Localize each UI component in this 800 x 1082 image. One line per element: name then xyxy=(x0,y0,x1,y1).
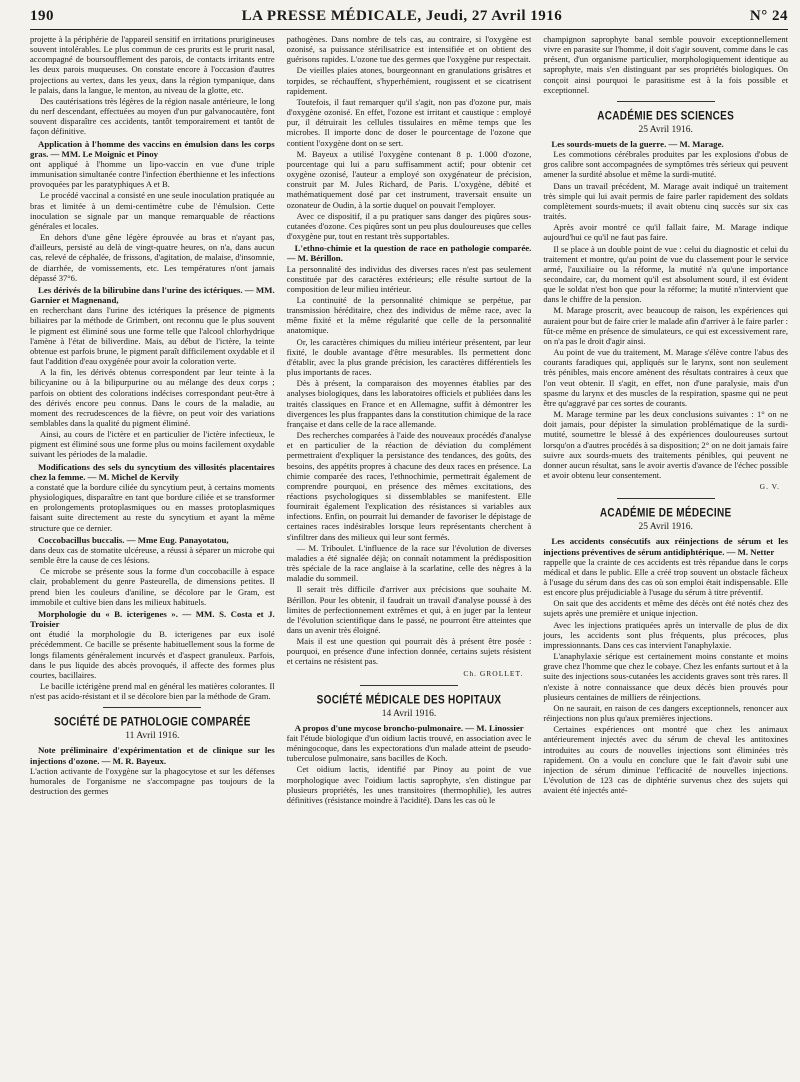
section-divider xyxy=(617,498,715,499)
article-heading: Les dérivés de la bilirubine dans l'urine des ictériques. — MM. Garnier et Magnenand, xyxy=(30,284,275,306)
paragraph: L'action activante de l'oxygène sur la phagocytose et sur les défenses humorales de l'organisme ne s'accompagne pas toujours de la destruction des germes xyxy=(30,765,275,797)
article-heading: A propos d'une mycose broncho-pulmonaire. — M. Linossier xyxy=(294,722,524,733)
paragraph: projette à la périphérie de l'appareil sensitif en irritations prurigineuses souvent intolérables. Le plus commun de ces prurits est le prurit nasal, accompagné de boursoufflement des parois, de contacts irritants entre les deux parois muqueuses. On constate encore à l'occasion d'autres projections au vertex, dans les yeux, dans la région tympanique, dans le palais, dans la langue, le menton, au niveau de la glotte, etc. xyxy=(30,34,275,95)
article-heading: Application à l'homme des vaccins en émulsion dans les corps gras. — MM. Le Moignic et Pinoy xyxy=(30,138,275,159)
paragraph: On ne saurait, en raison de ces dangers exceptionnels, renoncer aux réinjections non plus qu'aux premières injections. xyxy=(543,702,789,724)
article-heading: L'ethno-chimie et la question de race en pathologie comparée. — M. Bérillon. xyxy=(286,243,532,264)
section-title: ACADÉMIE DES SCIENCES xyxy=(597,110,735,123)
paragraph: En dehors d'une gêne légère éprouvée au bras et n'ayant pas, d'ailleurs, persisté au delà de vingt-quatre heures, on n'a, dans aucun cas, relevé de céphalée, de frissons, d'agitation, de malaise, d'insomnie, de diarrhée, de vomissements, etc. Les températures n'ont jamais dépassé 37°6. xyxy=(30,232,275,283)
paragraph: a constaté que la bordure ciliée du syncytium peut, à certains moments physiologiques, disparaître en tant que bordure ciliée et se transformer en prolongements protoplasmiques ou en masses protoplasmiques faisant suite directement au reste du syncytium et ayant la même structure que ce dernier. xyxy=(30,482,275,533)
paragraph: Il se place à un double point de vue : celui du diagnostic et celui du traitement et montre, qu'au point de vue du classement pour le service armé, l'auxiliaire ou la réforme, la mutité n'a qu'une importance secondaire, car, du moment qu'il est absolument sourd, il est évident que le soldat n'est bon que pour la réforme; la mutité n'intervient que dans le chiffre de la pension. xyxy=(543,243,789,305)
paragraph: Le procédé vaccinal a consisté en une seule inoculation pratiquée au bras et limitée à un demi-centimètre cube de l'émulsion. Cette inoculation se signale par un manque remarquable de réactions générales et locales. xyxy=(30,190,275,231)
section-date: 11 Avril 1916. xyxy=(125,731,180,742)
section-date: 14 Avril 1916. xyxy=(381,708,437,719)
paragraph: Or, les caractères chimiques du milieu intérieur présentent, par leur fixité, le double avantage d'être mesurables. Ils permettent donc d'établir, avec la plus grande précision, les caractères différentiels les plus importants de races. xyxy=(286,336,532,378)
paragraph: M. Marage termine par les deux conclusions suivantes : 1° on ne doit jamais, pour dépister la simulation problématique de la surdi-mutité, soumettre le blessé à des expériences douloureuses surtout lorsqu'on a d'autres procédés à sa disposition; 2° on ne doit jamais faire suivre aux sourds-muets des traitements pénibles, qui peuvent ne donner aucun résultat, sans le avoir avertis d'avance de l'échec possible et avoir obtenu leur consentement. xyxy=(543,409,789,480)
paragraph: Ainsi, au cours de l'ictère et en particulier de l'ictère infectieux, le pigment est éliminé sous une forme plus ou moins facilement oxydable suivant les périodes de la maladie. xyxy=(30,429,275,460)
issue-number: N° 24 xyxy=(749,7,788,24)
paragraph: A la fin, les dérivés obtenus correspondent par leur teinte à la bilicyanine ou à la bilipurpurine ou au mélange des deux corps ; parfois on obtient des colorations indécises correspondant peut-être à des dérivés encore peu connus. Dans le cours de la maladie, au moment des recrudescences de la fièvre, on peut voir des variations semblables dans la qualité du pigment éliminé. xyxy=(30,367,275,428)
columns xyxy=(30,34,788,1078)
paragraph: en recherchant dans l'urine des ictériques la présence de pigments biliaires par la méthode de Grimbert, ont reconnu que le plus souvent le pigment est éliminé sous une forme telle que l'alcool chlorhydrique l'amène à l'état de biliverdine. Mais, au début de l'ictère, la teinte obtenue est parfois brune, le pigment paraît difficilement oxydable et il faut l'addition d'eau oxygénée pour avoir la coloration verte. xyxy=(30,305,275,367)
paragraph: M. Bayeux a utilisé l'oxygène contenant 8 p. 1.000 d'ozone, pourcentage qui lui a paru suffisamment actif; pour obtenir cet oxygène ozonisé, l'auteur a employé son oxygénateur de précision, construit par M. Jules Richard, de Paris. L'oxygène, débité et mathématiquement dosé par cet instrument, traversait ensuite un ozonateur de Oudin, à la sortie duquel on pouvait l'employer. xyxy=(286,148,532,210)
article-heading: Morphologie du « B. icterigenes ». — MM. S. Costa et J. Troisier xyxy=(30,608,275,630)
paragraph: champignon saprophyte banal semble pouvoir exceptionnellement vivre en parasite sur l'homme, il doit s'agir souvent, comme dans le cas présent, d'un organisme particulier, morphologiquement identique au saprophyte, mais s'en distinguant par ses propriétés biologiques. On conçoit ainsi pourquoi le parasitisme est à la fois possible et exceptionnel. xyxy=(543,34,789,95)
paragraph: Il serait très difficile d'arriver aux précisions que souhaite M. Bérillon. Pour les obtenir, il faudrait un travail d'analyse poussé à des limites de perfectionnement extrêmes et qui, à en juger par la lenteur de l'évolution scientifique dans le passé, ne pourront être atteintes que dans un avenir très éloigné. xyxy=(286,584,532,635)
article-heading: Note préliminaire d'expérimentation et de clinique sur les injections d'ozone. — M. R. Bayeux. xyxy=(30,745,275,766)
newspaper-title: LA PRESSE MÉDICALE, Jeudi, 27 Avril 1916 xyxy=(241,7,563,24)
paragraph: Dans un travail précédent, M. Marage avait indiqué un traitement très simple qui lui avait permis de faire parler rapidement des soldats complètement sourds-muets; il avait obtenu cinq succès sur six cas traités. xyxy=(543,180,789,222)
section-title: SOCIÉTÉ MÉDICALE DES HOPITAUX xyxy=(316,693,502,707)
paragraph: Des cautérisations très légères de la région nasale antérieure, le long du nerf descendant, effectuées au moyen d'un pur galvanocautère, font souvent disparaître ces accidents, tantôt temporairement et tantôt de façon définitive. xyxy=(30,95,275,137)
paragraph: De vieilles plaies atones, bourgeonnant en granulations grisâtres et torpides, se réchauffent, s'hyperhémient, rougissent et se cicatrisent rapidement. xyxy=(286,65,532,96)
section-title: SOCIÉTÉ DE PATHOLOGIE COMPARÉE xyxy=(53,716,251,730)
article-heading: Les accidents consécutifs aux réinjections de sérum et les injections préventives de sérum antidiphtérique. — M. Netter xyxy=(543,536,789,557)
paragraph: Mais il est une question qui pourrait dès à présent être posée : pourquoi, en présence d'une infection donnée, certains sujets résistent et certains ne résistent pas. xyxy=(286,636,532,667)
paragraph: Les commotions cérébrales produites par les explosions d'obus de gros calibre sont accompagnées de symptômes très sérieux qui peuvent amener la surdité absolue et même la surdi-mutité. xyxy=(543,149,789,180)
paragraph: ont appliqué à l'homme un lipo-vaccin en vue d'une triple immunisation simultanée contre l'infection éberthienne et les infections provoquées par les paratyphiques A et B. xyxy=(30,158,275,190)
section-date: 25 Avril 1916. xyxy=(638,124,693,135)
paragraph: Après avoir montré ce qu'il fallait faire, M. Marage indique aujourd'hui ce qu'il ne faut pas faire. xyxy=(543,222,789,243)
paragraph: On sait que des accidents et même des décès ont été notés chez des sujets après une première et unique injection. xyxy=(543,598,789,619)
section-title: ACADÉMIE DE MÉDECINE xyxy=(599,507,732,521)
paragraph: La continuité de la personnalité chimique se perpétue, par transmission héréditaire, chez des individus de même race, avec la même fixité et la même régularité que celle de la personnalité anatomique. xyxy=(286,295,532,336)
author-signature: G. V. xyxy=(759,482,781,492)
paragraph: Cet oidium lactis, identifié par Pinoy au point de vue morphologique avec l'oidium lactis saprophyte, s'en distingue par plusieurs propriétés, les unes transitoires (thermophilie), les autres définitives (résistance moindre à l'acidité). Dans les cas où le xyxy=(286,764,532,805)
paragraph: M. Marage proscrit, avec beaucoup de raison, les expériences qui auraient pour but de faire crier le malade afin d'arriver à le faire parler : fût-ce même en présence de simulateurs, ce qui est excessivement rare, on n'a pas le droit d'agir ainsi. xyxy=(543,305,789,346)
paragraph: ont étudié la morphologie du B. icterigenes par eux isolé précédemment. Ce bacille se présente habituellement sous la forme de longs filaments généralement incurvés et d'aspect granuleux. Parfois, dans le pus liquide des abcès provoqués, il affecte des formes plus courtes, bacillaires. xyxy=(30,629,275,680)
paragraph: La personnalité des individus des diverses races n'est pas seulement constituée par des caractères extérieurs; elle résulte surtout de la composition de leur milieu intérieur. xyxy=(286,263,532,294)
paragraph: Le bacille ictérigène prend mal en général les matières colorantes. Il n'est pas acido-résistant et il se décolore bien par la méthode de Gram. xyxy=(30,681,275,702)
column-3 xyxy=(543,34,788,1078)
article-heading: Modifications des sels du syncytium des villosités placentaires chez la femme. — M. Michel de Kervily xyxy=(30,461,275,482)
page-number: 190 xyxy=(30,7,54,24)
paragraph: Dès à présent, la comparaison des moyennes établies par des analyses biologiques, dans les laboratoires officiels et publiées dans les traités classiques en France et en Allemagne, suffit à démontrer les divergences les plus frappantes dans la constitution chimique de la race française et dans celle de la race allemande. xyxy=(286,378,532,429)
section-divider xyxy=(360,685,458,686)
section-divider xyxy=(617,101,715,102)
paragraph: Avec les injections pratiquées après un intervalle de plus de dix jours, les accidents sont plus fréquents, plus précoces, plus impressionnants. Dans ces cas intervient l'anaphylaxie. xyxy=(543,619,789,650)
column-1 xyxy=(30,34,275,1078)
paragraph: Au point de vue du traitement, M. Marage s'élève contre l'abus des courants faradiques qui, appliqués sur le larynx, sont non seulement très pénibles, mais encore amènent des résultats contraires à ceux que l'on veut obtenir. Il s'agit, en effet, non d'une paralysie, mais d'un spasme du larynx et des muscles de la respiration, spasme qui ne peut être qu'aggravé par ces sortes de courants. xyxy=(543,347,789,408)
paragraph: Ce microbe se présente sous la forme d'un coccobacille à espace clair, probablement du genre Pasteurella, de dimensions petites. Il prend bien les couleurs d'aniline, se décolore par le Gram, est immobile et cultive bien dans les milieux habituels. xyxy=(30,566,275,607)
paragraph: Des recherches comparées à l'aide des nouveaux procédés d'analyse et en particulier de la réaction de déviation du complément permettraient d'expliquer la persistance des tendances, des goûts, des besoins, des appétits propres à chacune des deux races en présence. La chimie comparée des races, l'ethnochimie, permettrait également de comprendre pourquoi, en présence des mêmes excitations, des réactions psychologiques si dissemblables se manifestent. Elle fournirait également l'explication des résistances si variables aux infections. Enfin, on pourrait lui demander de favoriser le dépistage de certaines races indésirables lorsque leurs représentants cherchent à s'infiltrer dans des milieux qui leur sont fermés. xyxy=(286,430,532,542)
section-date: 25 Avril 1916. xyxy=(638,522,693,533)
paragraph: Avec ce dispositif, il a pu pratiquer sans danger des piqûres sous-cutanées d'ozone. Ces piqûres sont un peu plus douloureuses que celles d'oxygène pur, tout en restant très supportables. xyxy=(286,210,532,241)
article-heading: Les sourds-muets de la guerre. — M. Marage. xyxy=(551,138,724,149)
article-heading: Coccobacillus buccalis. — Mme Eug. Panayotatou, xyxy=(38,534,229,545)
author-signature: Ch. GROLLET. xyxy=(463,668,524,678)
masthead xyxy=(30,3,788,30)
paragraph: rappelle que la crainte de ces accidents est très répandue dans le corps médical et dans le public. Elle a créé trop souvent un obstacle fâcheux à l'usage du sérum dans des cas où son emploi était indispensable. Elle est encore plus préjudiciable à l'usage du sérum à titre préventif. xyxy=(543,556,789,598)
paragraph: L'anaphylaxie sérique est certainement moins constante et moins grave chez l'homme que chez le cobaye. Chez les enfants surtout et à la suite des injections sous-cutanées les accidents graves sont très rares. Il n'existe à notre connaissance que deux décès bien prouvés pour plusieurs centaines de milliers de réinjections. xyxy=(543,651,789,702)
paragraph: Toutefois, il faut remarquer qu'il s'agit, non pas d'ozone pur, mais d'oxygène ozonisé. En effet, l'ozone est irritant et caustique : employé pur, il détruirait les cellules tissulaires en même temps que les microbes. Il importe donc de doser le pourcentage de l'ozone que contient l'oxygène dont on se sert. xyxy=(286,96,532,148)
paragraph: dans deux cas de stomatite ulcéreuse, a réussi à séparer un microbe qui semble être la cause de ces lésions. xyxy=(30,544,275,566)
paragraph: fait l'étude biologique d'un oidium lactis trouvé, en association avec le méningocoque, dans les expectorations d'un malade atteint de pseudo-tuberculose pulmonaire, sans bacilles de Koch. xyxy=(286,732,532,764)
paragraph: Certaines expériences ont montré que chez les animaux antérieurement injectés avec du sérum de cheval les antitoxines introduites au cours de nouvelles injections sont éliminées très rapidement. On a voulu en conclure que le fait d'avoir subi une injection de sérum diminue l'efficacité de nouvelles injections. L'évolution de 123 cas de diphtérie survenus chez des sujets qui avaient été injectés anté- xyxy=(543,724,789,796)
paragraph: pathogènes. Dans nombre de tels cas, au contraire, si l'oxygène est ozonisé, sa puissance stérilisatrice est intensifiée et on obtient des guérisons rapides. L'ozone tue des germes que l'oxygène pur respectait. xyxy=(286,34,532,65)
section-divider xyxy=(103,707,201,708)
column-2 xyxy=(287,34,532,1078)
paragraph: — M. Triboulet. L'influence de la race sur l'évolution de diverses maladies a été signalée déjà; on connaît notamment la prédisposition très spéciale de la race anglaise à la scarlatine, celle des nègres à la maladie du sommeil. xyxy=(286,542,532,584)
